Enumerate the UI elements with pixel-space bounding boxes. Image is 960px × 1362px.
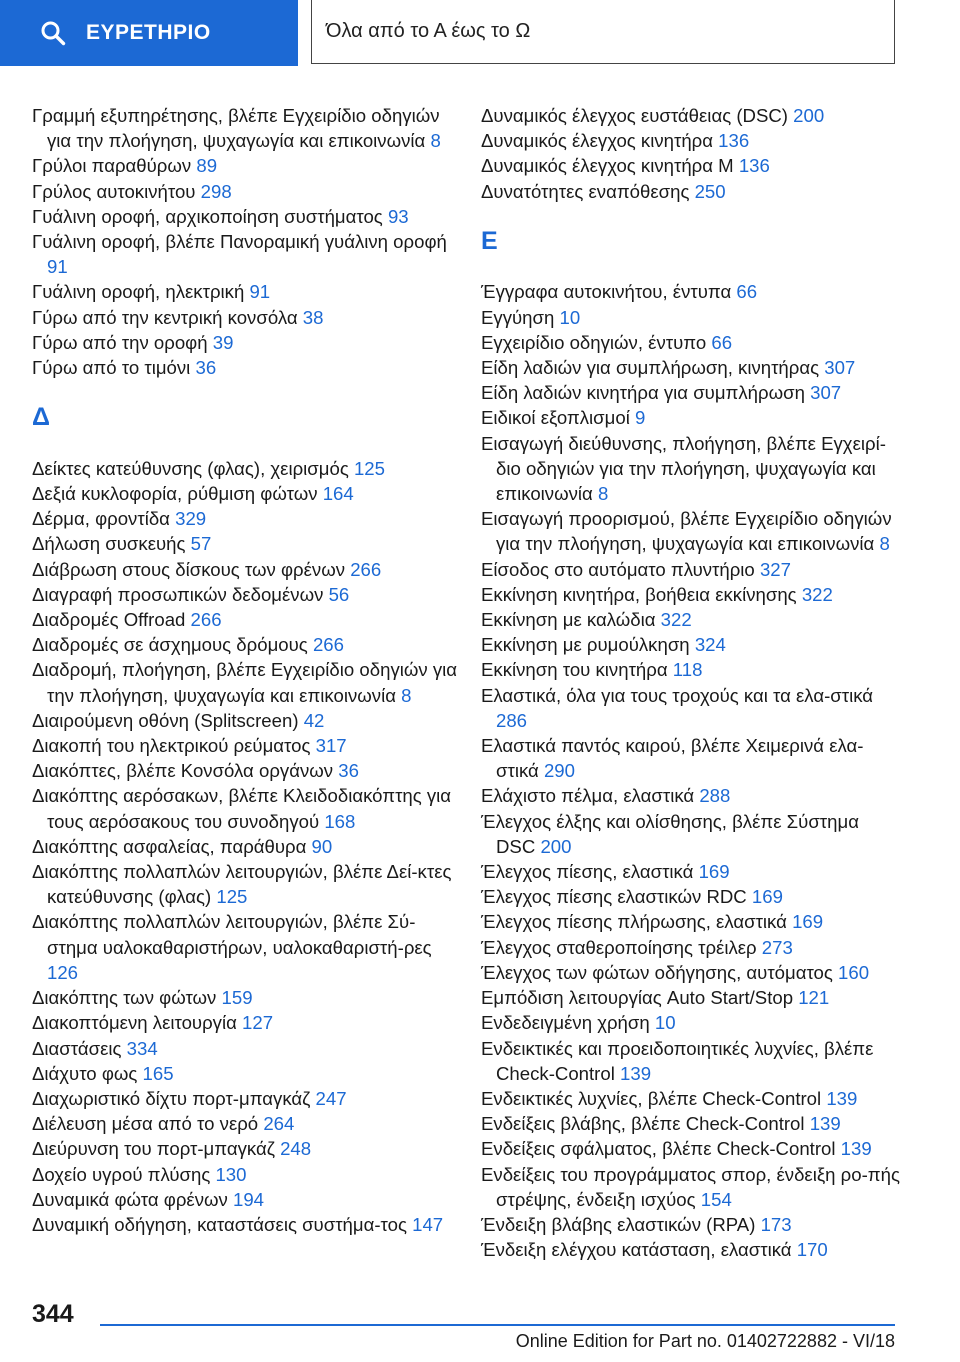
index-entry (481, 582, 901, 607)
index-entry-text: Δυνατότητες εναπόθεσης (481, 180, 690, 202)
index-entry-text: Ενδείξεις σφάλματος, βλέπε Check-Control (481, 1138, 836, 1160)
index-entry (32, 355, 462, 380)
index-entry-text: Ελαστικά παντός καιρού, βλέπε Χειμερινά ελα-στικά (481, 735, 864, 782)
index-entry-text: Διακοπτόμενη λειτουργία (32, 1012, 237, 1034)
index-entry (32, 557, 462, 582)
index-entry (481, 960, 901, 985)
index-entry-text: Ένδειξη βλάβης ελαστικών (RPA) (481, 1213, 756, 1235)
index-entry (32, 153, 462, 178)
index-column-left (32, 103, 462, 1237)
index-entry-text: Έγγραφα αυτοκινήτου, έντυπα (481, 281, 732, 303)
index-entry-text: Γραμμή εξυπηρέτησης, βλέπε Εγχειρίδιο οδηγιών για την πλοήγηση, ψυχαγωγία και επικοινωνία (32, 105, 440, 152)
index-entry (481, 909, 901, 934)
index-entry (481, 179, 901, 204)
index-entry (481, 657, 901, 682)
page-link[interactable]: 8 (430, 130, 441, 152)
index-entry-text: Είδη λαδιών για συμπλήρωση, κινητήρας (481, 357, 820, 379)
index-entry-text: Διακόπτες, βλέπε Κονσόλα οργάνων (32, 760, 334, 782)
section-letter: Δ (32, 403, 50, 432)
index-entry-text: Διακοπή του ηλεκτρικού ρεύματος (32, 735, 311, 757)
index-entry (32, 909, 462, 985)
footer-divider (100, 1324, 895, 1326)
page-link[interactable]: 327 (759, 558, 791, 580)
index-entry-text: Γυάλινη οροφή, βλέπε Πανοραμική γυάλινη οροφή (32, 231, 447, 253)
index-entry-text: Είδη λαδιών κινητήρα για συμπλήρωση (481, 382, 805, 404)
index-column-right (481, 103, 901, 1262)
index-entry-text: Έλεγχος πίεσης πλήρωσης, ελαστικά (481, 911, 787, 933)
index-tab-label: ΕΥΡΕΤΗΡΙΟ (86, 21, 211, 44)
index-entry-text: Διακόπτης αερόσακων, βλέπε Κλειδοδιακόπτης για τους αερόσακους του συνοδηγού (32, 785, 452, 832)
page-link[interactable]: 266 (350, 558, 382, 580)
page-link[interactable]: 194 (232, 1188, 265, 1210)
index-entry (481, 1212, 901, 1237)
index-entry (32, 859, 462, 909)
page-link[interactable]: 286 (496, 709, 528, 731)
index-entry (32, 1061, 462, 1086)
page-link[interactable]: 247 (315, 1087, 347, 1109)
index-entry (481, 733, 901, 783)
index-entry-text: Διαιρούμενη οθόνη (Splitscreen) (32, 709, 299, 731)
page-link[interactable]: 307 (824, 357, 856, 379)
page-link[interactable]: 324 (694, 634, 726, 656)
az-section-tab[interactable] (311, 0, 895, 64)
index-entry (32, 330, 462, 355)
page-link[interactable]: 127 (242, 1012, 274, 1034)
edition-info: Online Edition for Part no. 01402722882 - VI/18 (515, 1331, 895, 1351)
index-entry (481, 1136, 901, 1161)
index-entry (481, 1086, 901, 1111)
page-link[interactable]: 170 (796, 1239, 828, 1261)
index-entry-text: Δυναμικός έλεγχος ευστάθειας (DSC) (481, 105, 788, 126)
page-link[interactable]: 266 (190, 609, 222, 631)
index-entry-text: Ενδεικτικές και προειδοποιητικές λυχνίες, βλέπε Check-Control (481, 1037, 874, 1084)
page-link[interactable]: 168 (324, 810, 356, 832)
index-entry-text: Διέλευση μέσα από το νερό (32, 1113, 259, 1135)
index-entry-text: Έλεγχος πίεσης, ελαστικά (481, 861, 694, 883)
index-entry (481, 1111, 901, 1136)
page-link[interactable]: 147 (412, 1213, 444, 1235)
az-section-label: Όλα από το Α έως το Ω (326, 20, 531, 42)
index-entry-text: Εισαγωγή διεύθυνσης, πλοήγηση, βλέπε Εγχειρί-διο οδηγιών για την πλοήγηση, ψυχαγωγία και επικοινωνία (481, 432, 886, 505)
index-entry (481, 1237, 901, 1262)
index-entry (32, 1162, 462, 1187)
page-link[interactable]: 136 (738, 155, 770, 177)
index-entry-text: Εγγύηση (481, 306, 555, 328)
index-entry-text: Εμπόδιση λειτουργίας Auto Start/Stop (481, 987, 794, 1009)
index-entry (32, 607, 462, 632)
page-link[interactable]: 290 (543, 760, 575, 782)
page-link[interactable]: 38 (302, 306, 324, 328)
index-entry (32, 229, 462, 279)
index-entry-text: Ενδείξεις βλάβης, βλέπε Check-Control (481, 1113, 805, 1135)
index-entry (32, 733, 462, 758)
index-entry-text: Γρύλοι παραθύρων (32, 155, 192, 177)
page-link[interactable]: 10 (654, 1012, 676, 1034)
page-link[interactable]: 154 (700, 1188, 732, 1210)
index-entry (481, 809, 901, 859)
page-link[interactable]: 139 (826, 1087, 858, 1109)
page-link[interactable]: 139 (809, 1113, 841, 1135)
index-entry (32, 506, 462, 531)
index-entry-text: Διακόπτης πολλαπλών λειτουργιών, βλέπε Δεί-κτες κατεύθυνσης (φλας) (32, 861, 452, 908)
index-entry-text: Εκκίνηση με ρυμούλκηση (481, 634, 690, 656)
page-link[interactable]: 139 (620, 1062, 652, 1084)
page-link[interactable]: 130 (215, 1163, 247, 1185)
page-link[interactable]: 165 (142, 1062, 174, 1084)
page-link[interactable]: 329 (175, 508, 207, 530)
index-entry (481, 506, 901, 556)
page-link[interactable]: 169 (698, 861, 730, 883)
index-entry (481, 1162, 901, 1212)
index-entry (32, 1010, 462, 1035)
index-entry (32, 1187, 462, 1212)
page-link[interactable]: 159 (221, 987, 253, 1009)
index-entry-text: Έλεγχος έλξης και ολίσθησης, βλέπε Σύστημα DSC (481, 810, 859, 857)
page-number: 344 (32, 1300, 74, 1328)
page-link[interactable]: 91 (249, 281, 271, 303)
index-entry-text: Γύρω από το τιμόνι (32, 357, 191, 379)
index-entry-text: Δυναμικός έλεγχος κινητήρα M (481, 155, 734, 177)
index-entry-text: Ελάχιστο πέλμα, ελαστικά (481, 785, 695, 807)
page-link[interactable]: 90 (311, 835, 333, 857)
index-entry-text: Ενδεδειγμένη χρήση (481, 1012, 650, 1034)
page-link[interactable]: 93 (387, 205, 409, 227)
index-entry-text: Διαδρομές Offroad (32, 609, 186, 631)
page-link[interactable]: 248 (280, 1138, 312, 1160)
index-entry-text: Δοχείο υγρού πλύσης (32, 1163, 211, 1185)
index-entry (481, 557, 901, 582)
page-link[interactable]: 89 (196, 155, 218, 177)
page-link[interactable]: 42 (303, 709, 325, 731)
index-entry (32, 1136, 462, 1161)
index-entry (481, 632, 901, 657)
page-link[interactable]: 121 (798, 987, 830, 1009)
index-entry (481, 985, 901, 1010)
page-link[interactable]: 118 (672, 659, 703, 681)
index-entry-text: Ενδεικτικές λυχνίες, βλέπε Check-Control (481, 1087, 822, 1109)
index-entry-text: Διεύρυνση του πορτ-μπαγκάζ (32, 1138, 275, 1160)
page-link[interactable]: 126 (47, 961, 79, 983)
index-entry (481, 279, 901, 304)
index-entry-text: Εκκίνηση με καλώδια (481, 609, 656, 631)
page-link[interactable]: 264 (263, 1113, 295, 1135)
index-entry-text: Είσοδος στο αυτόματο πλυντήριο (481, 558, 755, 580)
page-link[interactable]: 8 (879, 533, 890, 555)
index-entry-text: Έλεγχος σταθεροποίησης τρέιλερ (481, 936, 757, 958)
page-link[interactable]: 317 (315, 735, 347, 757)
index-entry (481, 355, 901, 380)
index-entry (32, 1036, 462, 1061)
page-link[interactable]: 307 (810, 382, 842, 404)
index-entry (32, 985, 462, 1010)
index-entry (481, 305, 901, 330)
index-entry (32, 1212, 462, 1237)
index-entry (481, 783, 901, 808)
header (0, 0, 960, 66)
page-link[interactable]: 66 (711, 331, 733, 353)
index-entry (32, 179, 462, 204)
page-link[interactable]: 57 (190, 533, 212, 555)
index-entry-text: Γρύλος αυτοκινήτου (32, 180, 196, 202)
index-entry (32, 1086, 462, 1111)
page-link[interactable]: 164 (322, 483, 354, 505)
page-link[interactable]: 173 (760, 1213, 792, 1235)
page-link[interactable]: 273 (761, 936, 793, 958)
index-entry-text: Διαστάσεις (32, 1037, 122, 1059)
index-entry (32, 758, 462, 783)
index-entry (481, 884, 901, 909)
index-entry (481, 859, 901, 884)
page-link[interactable]: 169 (792, 911, 824, 933)
index-entry (32, 582, 462, 607)
index-entry-text: Δέρμα, φροντίδα (32, 508, 170, 530)
page-link[interactable]: 250 (694, 180, 726, 202)
index-entry-text: Διαδρομή, πλοήγηση, βλέπε Εγχειρίδιο οδηγιών για την πλοήγηση, ψυχαγωγία και επικοινωνία (32, 659, 458, 706)
index-entry (32, 1111, 462, 1136)
page-link[interactable]: 36 (338, 760, 359, 782)
page-link[interactable]: 10 (559, 306, 581, 328)
index-entry (32, 657, 462, 707)
page-link[interactable]: 334 (126, 1037, 158, 1059)
index-entry-text: Δυναμικά φώτα φρένων (32, 1188, 228, 1210)
index-entry-text: Έλεγχος των φώτων οδήγησης, αυτόματος (481, 961, 833, 983)
index-entry (481, 1010, 901, 1035)
index-entry-text: Εγχειρίδιο οδηγιών, έντυπο (481, 331, 707, 353)
index-entry (481, 103, 901, 128)
index-entry-text: Διαγραφή προσωπικών δεδομένων (32, 583, 324, 605)
index-entry-text: Διαχωριστικό δίχτυ πορτ-μπαγκάζ (32, 1087, 311, 1109)
page-link[interactable]: 322 (660, 609, 692, 631)
index-entry (32, 708, 462, 733)
index-entry (481, 1036, 901, 1086)
page-link[interactable]: 266 (312, 634, 344, 656)
index-entry (481, 405, 901, 430)
index-entry-text: Γυάλινη οροφή, αρχικοποίηση συστήματος (32, 205, 383, 227)
page-link[interactable]: 91 (47, 256, 68, 278)
index-entry-text: Γυάλινη οροφή, ηλεκτρική (32, 281, 245, 303)
index-entry (32, 279, 462, 304)
index-entry-text: Ενδείξεις του προγράμματος σπορ, ένδειξη ρο-πής στρέψης, ένδειξη ισχύος (481, 1163, 900, 1210)
index-entry (32, 632, 462, 657)
index-entry (32, 783, 462, 833)
index-entry-text: Γύρω από την οροφή (32, 331, 208, 353)
search-icon (40, 20, 66, 46)
index-entry-text: Ειδικοί εξοπλισμοί (481, 407, 630, 429)
index-tab[interactable] (0, 0, 298, 66)
index-entry-text: Εισαγωγή προορισμού, βλέπε Εγχειρίδιο οδηγιών για την πλοήγηση, ψυχαγωγία και επικοινωνία (481, 508, 892, 555)
page-link[interactable]: 66 (736, 281, 758, 303)
index-entry (481, 330, 901, 355)
page-link[interactable]: 200 (793, 105, 825, 126)
page-link[interactable]: 288 (699, 785, 731, 807)
index-entry-text: Εκκίνηση του κινητήρα (481, 659, 668, 681)
index-entry (32, 456, 462, 481)
index-entry (32, 481, 462, 506)
page-link[interactable]: 56 (328, 583, 350, 605)
index-entry-text: Διάβρωση στους δίσκους των φρένων (32, 558, 346, 580)
page-link[interactable]: 169 (751, 886, 783, 908)
index-entry-text: Δυναμικός έλεγχος κινητήρα (481, 130, 713, 152)
index-entry (32, 103, 462, 153)
index-entry (481, 683, 901, 733)
page-link[interactable]: 8 (597, 483, 609, 505)
index-entry-text: Διακόπτης των φώτων (32, 987, 217, 1009)
section-letter: Ε (481, 226, 498, 255)
index-entry (481, 128, 901, 153)
index-entry (32, 305, 462, 330)
index-entry (481, 153, 901, 178)
page-link[interactable]: 125 (353, 457, 385, 479)
index-entry-text: Διαδρομές σε άσχημους δρόμους (32, 634, 308, 656)
index-entry (481, 935, 901, 960)
page-link[interactable]: 36 (195, 357, 217, 379)
index-entry-text: Δείκτες κατεύθυνσης (φλας), χειρισμός (32, 457, 349, 479)
page-link[interactable]: 200 (540, 835, 572, 857)
page-link[interactable]: 139 (840, 1138, 872, 1160)
index-entry-text: Διακόπτης πολλαπλών λειτουργιών, βλέπε Σύ-στημα υαλοκαθαριστήρων, υαλοκαθαριστή-ρες (32, 911, 432, 958)
index-entry-text: Έλεγχος πίεσης ελαστικών RDC (481, 886, 747, 908)
page-link[interactable]: 125 (216, 886, 248, 908)
page-link[interactable]: 136 (718, 130, 750, 152)
index-entry (481, 431, 901, 507)
index-entry (481, 607, 901, 632)
index-entry-text: Διακόπτης ασφαλείας, παράθυρα (32, 835, 307, 857)
index-entry-text: Εκκίνηση κινητήρα, βοήθεια εκκίνησης (481, 583, 797, 605)
page-link[interactable]: 322 (801, 583, 833, 605)
index-entry-text: Ένδειξη ελέγχου κατάσταση, ελαστικά (481, 1239, 792, 1261)
page-link[interactable]: 298 (200, 180, 232, 202)
page-link[interactable]: 9 (635, 407, 646, 429)
index-entry-text: Ελαστικά, όλα για τους τροχούς και τα ελα-στικά (481, 684, 874, 706)
index-entry (481, 380, 901, 405)
page-link[interactable]: 160 (838, 961, 870, 983)
index-entry-text: Γύρω από την κεντρική κονσόλα (32, 306, 298, 328)
index-entry-text: Δήλωση συσκευής (32, 533, 186, 555)
page-link[interactable]: 39 (212, 331, 234, 353)
index-entry-text: Δυναμική οδήγηση, καταστάσεις συστήμα-τος (32, 1213, 407, 1235)
index-entry (32, 834, 462, 859)
index-entry-text: Δεξιά κυκλοφορία, ρύθμιση φώτων (32, 483, 318, 505)
index-entry-text: Διάχυτο φως (32, 1062, 138, 1084)
index-entry (32, 204, 462, 229)
index-entry (32, 531, 462, 556)
page-link[interactable]: 8 (401, 684, 412, 706)
